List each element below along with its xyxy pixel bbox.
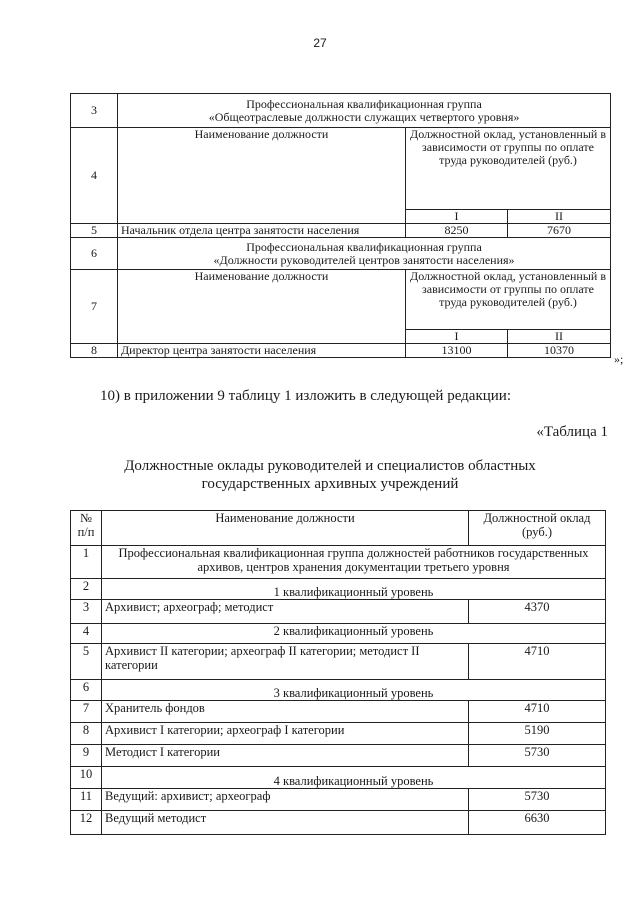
table-row [71, 546, 606, 579]
salary-value: 5730 [469, 745, 606, 767]
table-row [71, 270, 611, 330]
salary-value: 4710 [469, 644, 606, 680]
table-row [71, 624, 606, 644]
row-number: 8 [71, 344, 118, 358]
position-name: Хранитель фондов [102, 701, 469, 723]
table-row [71, 94, 611, 128]
row-number: 2 [71, 579, 102, 600]
salary-value: 4710 [469, 701, 606, 723]
position-name-header: Наименование должности [118, 128, 406, 224]
salary-group-1: 13100 [406, 344, 508, 358]
row-number: 3 [71, 600, 102, 624]
row-number: 4 [71, 128, 118, 224]
group-2-header: II [508, 210, 611, 224]
qualification-level: 4 квалификационный уровень [102, 767, 606, 789]
group-1-header: I [406, 330, 508, 344]
row-number: 4 [71, 624, 102, 644]
salary-header: Должностной оклад, установленный в зависимости от группы по оплате труда руководителей (руб.) [406, 270, 611, 330]
row-number: 7 [71, 270, 118, 344]
salary-group-2: 10370 [508, 344, 611, 358]
table-row [71, 238, 611, 270]
table-row [71, 644, 606, 680]
table-row [71, 344, 611, 358]
qualification-group-cell: Профессиональная квалификационная группа «Должности руководителей центров занятости населения» [118, 238, 611, 270]
table-title: Должностные оклады руководителей и специалистов областных государственных архивных учреждений [124, 458, 536, 492]
position-name: Архивист; археограф; методист [102, 600, 469, 624]
group-1-header: I [406, 210, 508, 224]
qualification-group-cell: Профессиональная квалификационная группа «Общеотраслевые должности служащих четвертого уровня» [118, 94, 611, 128]
positions-salary-table-continued [70, 93, 611, 358]
position-name-header: Наименование должности [118, 270, 406, 344]
position-name: Ведущий: архивист; археограф [102, 789, 469, 811]
amendment-item-10: 10) в приложении 9 таблицу 1 изложить в следующей редакции: [100, 388, 511, 404]
archive-salaries-table [70, 510, 606, 835]
row-number: 8 [71, 723, 102, 745]
qualification-group-cell: Профессиональная квалификационная группа должностей работников государственных архивов, центров хранения документации третьего уровня [102, 546, 606, 579]
position-name: Архивист I категории; археограф I категории [102, 723, 469, 745]
qualification-level: 2 квалификационный уровень [102, 624, 606, 644]
salary-value: 6630 [469, 811, 606, 835]
header-position-name: Наименование должности [102, 511, 469, 546]
row-number: 12 [71, 811, 102, 835]
table-row [71, 745, 606, 767]
salary-value: 5730 [469, 789, 606, 811]
table-row [71, 579, 606, 600]
table-row [71, 600, 606, 624]
position-name: Директор центра занятости населения [118, 344, 406, 358]
table-row [71, 789, 606, 811]
salary-value: 4370 [469, 600, 606, 624]
row-number: 6 [71, 680, 102, 701]
row-number: 1 [71, 546, 102, 579]
group-2-header: II [508, 330, 611, 344]
salary-value: 5190 [469, 723, 606, 745]
row-number: 5 [71, 224, 118, 238]
table-label: «Таблица 1 [536, 424, 608, 440]
qualification-level: 1 квалификационный уровень [102, 579, 606, 600]
table-row [71, 128, 611, 210]
header-salary: Должностной оклад (руб.) [469, 511, 606, 546]
row-number: 11 [71, 789, 102, 811]
position-name: Методист I категории [102, 745, 469, 767]
salary-group-2: 7670 [508, 224, 611, 238]
table-row [71, 723, 606, 745]
header-number: № п/п [71, 511, 102, 546]
table-row [71, 811, 606, 835]
table-row [71, 224, 611, 238]
position-name: Ведущий методист [102, 811, 469, 835]
table-header-row [71, 511, 606, 546]
page-number: 27 [313, 36, 327, 50]
row-number: 9 [71, 745, 102, 767]
row-number: 7 [71, 701, 102, 723]
salary-group-1: 8250 [406, 224, 508, 238]
row-number: 5 [71, 644, 102, 680]
salary-header: Должностной оклад, установленный в зависимости от группы по оплате труда руководителей (руб.) [406, 128, 611, 210]
table-row [71, 767, 606, 789]
table-row [71, 680, 606, 701]
row-number: 3 [71, 94, 118, 128]
position-name: Начальник отдела центра занятости населения [118, 224, 406, 238]
qualification-level: 3 квалификационный уровень [102, 680, 606, 701]
row-number: 6 [71, 238, 118, 270]
row-number: 10 [71, 767, 102, 789]
closing-quote: »; [614, 352, 624, 366]
table-row [71, 701, 606, 723]
position-name: Архивист II категории; археограф II категории; методист II категории [102, 644, 469, 680]
